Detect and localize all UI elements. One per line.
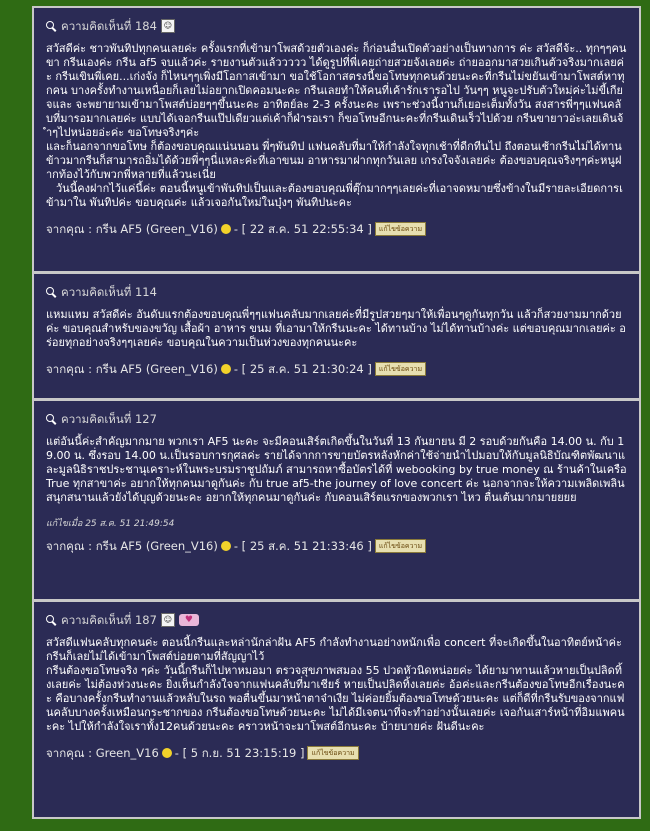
comment-header xyxy=(46,18,627,34)
comment-title: ความคิดเห็นที่ 187 xyxy=(61,613,157,627)
comment-114 xyxy=(34,274,639,398)
comment-author: จากคุณ : Green_V16 xyxy=(46,746,159,760)
smile-icon xyxy=(162,748,172,758)
smile-icon xyxy=(221,224,231,234)
comment-paragraph: และก็นอกจากขอโทษ ก็ต้องขอบคุณแน่นนอน พี่ๆพันทิป แฟนคลับที่มาให้กำลังใจทุกเช้าที่ดีกทีนไป ถึงตอนเช้ากรีนไม่ได้ทานข้าวมากรีนก็สามารถอิ่มได้ด้วยพี่ๆๆนี่แหละค่ะที่เอาขนม อาหารมาฝากทุกวันเลย เกรงใจจังเลยค่ะ ต้องขอบคุณจริงๆๆค่ะหนูฝากท้องไว้กับพวกพี่หลายที่แล้วนะเนี่ย xyxy=(46,140,622,181)
edit-button[interactable]: แก้ไขข้อความ xyxy=(375,539,426,553)
comment-time: - [ 5 ก.ย. 51 23:15:19 ] xyxy=(174,746,305,760)
comment-header xyxy=(46,284,627,300)
comment-title: ความคิดเห็นที่ 114 xyxy=(61,285,157,299)
emoticon-icon: ☺ xyxy=(161,19,175,33)
comment-author: จากคุณ : กรีน AF5 (Green_V16) xyxy=(46,362,218,376)
smile-icon xyxy=(221,541,231,551)
edit-button[interactable]: แก้ไขข้อความ xyxy=(375,362,426,376)
comment-time: - [ 22 ส.ค. 51 22:55:34 ] xyxy=(233,222,372,236)
comment-paragraph: กรีนต้องขอโทษจริง ๆค่ะ วันนี้กรีนก็ไปหาหมอมา ตรวจสุขภาพสมอง 55 ปวดหัวนิดหน่อยค่ะ ได้ยามาทานแล้วหายเป็นปลิดทิ้งเลยค่ะ ไม่ต้องห่วงนะคะ ยิ่งเห็นกำลังใจจากแฟนคลับที่มาเชียร์ หายเป็นปลิดทิ้งเลยค่ะ อ้อค่ะและกรีนต้องขอโทษอีกเรื่องนะคะ คือบางครั้งกรีนทำงานแล้วหลับในรถ พอตื่นขึ้นมาหน้าตาจ๋าเงีย ไม่ค่อยยิ้มต้องขอโทษด้วยนะคะ แต่ก็ดีที่กรีนรับของจากแฟนคลับบางครั้งเหมือนกระชากของ กรีนต้องขอโทษด้วยนะคะ ไม่ได้มีเจตนาที่จะทำอย่างนั้นเลยค่ะ เจอกันเสาร์หน้าที่อิมแพคนะคะ ไปให้กำลังใจเราทั้ง12คนด้วยนะคะ คราวหน้าจะมาโพสต์อีกนะคะ บ้ายบายค่ะ ฝันดีนะคะ xyxy=(46,664,625,733)
comment-header xyxy=(46,612,627,628)
search-icon[interactable] xyxy=(46,414,57,425)
comment-body xyxy=(46,308,627,350)
comment-127 xyxy=(34,401,639,599)
edit-button[interactable]: แก้ไขข้อความ xyxy=(375,222,426,236)
search-icon[interactable] xyxy=(46,615,57,626)
comment-time: - [ 25 ส.ค. 51 21:33:46 ] xyxy=(233,539,372,553)
comment-author: จากคุณ : กรีน AF5 (Green_V16) xyxy=(46,539,218,553)
comment-paragraph: วันนี้คงฝากไว้แค่นี้ค่ะ ตอนนี้หนูเข้าพันทิปเป็นและต้องขอบคุณพี่ตุ๊กมากๆๆเลยค่ะที่เอาจดหมายซึ่งข้างในมีรายละเอียดการเข้ามาใน พันทิปค่ะ ขอบคุณค่ะ แล้วเจอกันใหม่ในบุ๋งๆ พันทิปนะคะ xyxy=(46,182,623,209)
comment-title: ความคิดเห็นที่ 127 xyxy=(61,412,157,426)
comment-footer xyxy=(46,539,627,553)
smile-icon xyxy=(221,364,231,374)
comment-time: - [ 25 ส.ค. 51 21:30:24 ] xyxy=(233,362,372,376)
comment-header xyxy=(46,411,627,427)
comment-body xyxy=(46,42,627,210)
edit-button[interactable]: แก้ไขข้อความ xyxy=(307,746,358,760)
comment-author: จากคุณ : กรีน AF5 (Green_V16) xyxy=(46,222,218,236)
comment-paragraph: สวัสดีค่ะ ชาวพันทิปทุกคนเลยค่ะ ครั้งแรกที่เข้ามาโพสด้วยตัวเองค่ะ ก็ก่อนอื่นเปิดตัวอย่างเป็นทางการ ค่ะ สวัสดีจ้ะ.. ทุกๆๆคนขา กรีนเองค่ะ กรีน af5 จบแล้วค่ะ รายงานตัวแล้ววววว ได้ดูรูปที่พี่เคยถ่ายสวยจังเลยค่ะ ถ่ายออกมาสวยเกินตัวจริงมากเลยค่ะ กรีนเขินพี่เคย...เก่งจัง ก็ไหนๆๆเพิ่งมีโอกาสเข้ามา ขอใช้โอกาสตรงนี้ขอโทษทุกคนด้วยนะคะที่กรีนไม่ขยันเข้ามาโพสต์หาทุกคน บางครั้งทำงานเหนื่อยก็เลยไม่อยากเปิดคอมนะคะ กรีนเลยทำให้คนที่เค้ารักเรารอไป วันๆๆ หนูจะปรับตัวใหม่ค่ะไม่ขี้เกียจและ จะพยายามเข้ามาโพสต์บ่อยๆๆขึ้นนะคะ อาทิตย์ละ 2-3 ครั้งนะคะ เพราะช่วงนี้งานก็เยอะเต็มทั้งวัน สงสารพี่ๆๆแฟนคลับที่มารอมากเลยค่ะ แบบได้เจอกรีนแป๊ปเดียวแต่เค้าก็ฝ่ารอเรา ก็ขอโทษอีกนะคะที่กรีนเดินเร็วไปด้วย กรีนขายาวอ่ะเลยเดินจ้ำๆไปหน่อยอ่ะค่ะ ขอโทษจริงๆค่ะ xyxy=(46,42,627,139)
search-icon[interactable] xyxy=(46,21,57,32)
comment-body xyxy=(46,435,627,505)
edited-note: แก้ไขเมื่อ 25 ส.ค. 51 21:49:54 xyxy=(46,519,175,529)
emoticon-icon: ☺ xyxy=(161,613,175,627)
comment-title: ความคิดเห็นที่ 184 xyxy=(61,19,157,33)
comment-paragraph: สวัสดีแฟนคลับทุกคนค่ะ ตอนนี้กรีนและหล่านักล่าฝัน AF5 กำลังทำงานอย่างหนักเพื่อ concert ที่จะเกิดขึ้นในอาทิตย์หน้าค่ะ กรีนก็เลยไม่ได้เข้ามาโพสต์บ่อยตามที่สัญญาไว้ xyxy=(46,636,622,663)
comment-footer xyxy=(46,746,627,760)
comment-184 xyxy=(34,8,639,271)
search-icon[interactable] xyxy=(46,287,57,298)
comment-body xyxy=(46,636,627,734)
comment-187 xyxy=(34,602,639,817)
comment-paragraph: แหมแหม สวัสดีค่ะ อันดับแรกต้องขอบคุณพี่ๆๆแฟนคลับมากเลยค่ะที่มีรูปสวยๆมาให้เพื่อนๆดูกันทุกวัน แล้วก็สวยงามมากด้วยค่ะ ขอบคุณสำหรับของขวัญ เสื้อผ้า อาหาร ขนม ที่เอามาให้กรีนนะคะ ได้ทานบ้าง ไม่ได้ทานบ้างค่ะ แต่ขอบคุณมากเลยค่ะ อร่อยทุกอย่างจริงๆๆเลยค่ะ ขอบคุณในความเป็นห่วงของทุกคนนะคะ xyxy=(46,308,626,349)
comment-footer xyxy=(46,222,627,236)
comment-footer xyxy=(46,362,627,376)
comments-container xyxy=(32,6,641,819)
comment-paragraph: แต่อันนี้ค่ะสำคัญมากมาย พวกเรา AF5 นะคะ จะมีคอนเสิร์ตเกิดขึ้นในวันที่ 13 กันยายน มี 2 รอบด้วยกันคือ 14.00 น. กับ 19.00 น. ซึ่งรอบ 14.00 น.เป็นรอบการกุศลค่ะ รายได้จากการขายบัตรหลังหักค่าใช้จ่ายนำไปมอบให้กับมูลนิธิบัณฑิตพัฒนาและมูลนิธิราชประชานุเคราะห์ในพระบรมราชูปถัมภ์ สามารถหาซื้อบัตรได้ที่ webooking by true money ณ ร้านค้าในเครือ True ทุกสาขาค่ะ อยากให้ทุกคนมาดูกันค่ะ กับ true af5-the journey of love concert ค่ะ นอกจากจะให้ความเพลิดเพลินสนุกสนานแล้วยังได้บุญด้วยนะคะ อยากให้ทุกคนมาดูกันค่ะ กับคอนเสิร์ตแรกของพวกเรา ไหว ตื่นเต้นมากมายยยย xyxy=(46,435,627,504)
heart-icon: ♥ xyxy=(179,614,199,626)
